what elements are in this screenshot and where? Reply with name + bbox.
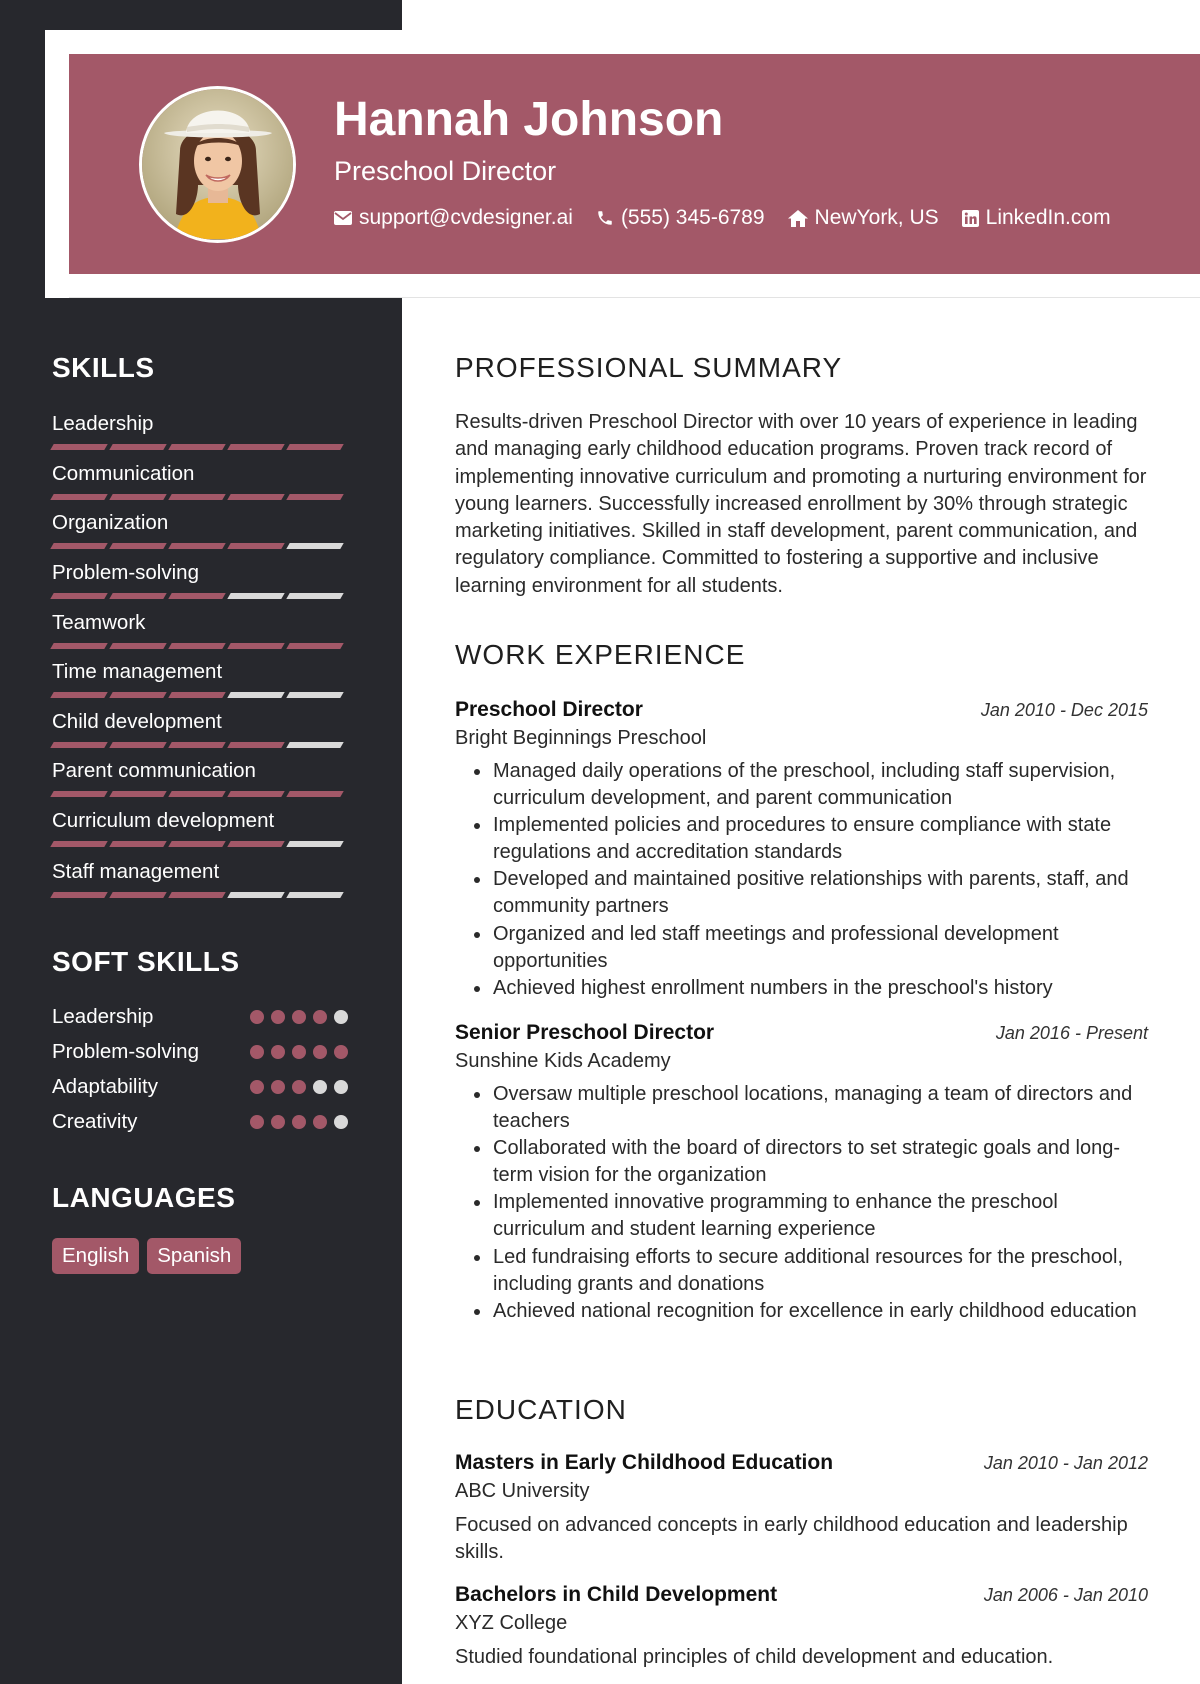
envelope-icon <box>334 211 352 225</box>
skill-rating <box>52 593 348 599</box>
skill-label: Organization <box>52 511 169 534</box>
job-bullet: • Led fundraising efforts to secure additional resources for the preschool, including grants and donations <box>492 1244 1148 1298</box>
skill-rating-segment <box>286 892 343 898</box>
job-dates: Jan 2010 - Dec 2015 <box>980 700 1148 720</box>
skill-rating-segment <box>50 593 107 599</box>
soft-skill-rating <box>243 1115 348 1129</box>
skill-item <box>52 611 348 649</box>
job-title: Preschool Director <box>455 698 643 721</box>
education-description: Focused on advanced concepts in early childhood education and leadership skills. <box>455 1514 1128 1563</box>
experience-heading: WORK EXPERIENCE <box>455 639 746 670</box>
skill-label: Time management <box>52 660 223 683</box>
skill-rating-segment <box>168 841 225 847</box>
education-heading: EDUCATION <box>455 1394 627 1425</box>
skill-label: Child development <box>52 710 222 733</box>
skill-label: Teamwork <box>52 611 146 634</box>
header-divider <box>69 297 1200 298</box>
job-bullets <box>455 758 1148 1002</box>
skill-rating-segment <box>227 841 284 847</box>
job-bullet: • Implemented policies and procedures to ensure compliance with state regulations and accreditation standards <box>492 812 1148 866</box>
home-icon <box>788 210 808 227</box>
skill-rating-segment <box>227 593 284 599</box>
summary-text: Results-driven Preschool Director with over 10 years of experience in leading and managing early childhood education programs. Proven track record of implementing innovative curriculum and promoting a nurturing environment for young learners. Successfully increased enrollment by 30% through strategic marketing initiatives. Skilled in staff development, parent communication, and regulatory compliance. Committed to fostering a supportive and inclusive learning environment for all students. <box>455 411 1147 597</box>
skill-rating-segment <box>227 444 284 450</box>
skill-rating-segment <box>227 791 284 797</box>
soft-skill-rating-dot <box>271 1080 285 1094</box>
contact-location-text: NewYork, US <box>814 206 939 229</box>
skill-rating-segment <box>227 494 284 500</box>
skill-rating-segment <box>50 643 107 649</box>
skill-rating-segment <box>227 692 284 698</box>
education-description: Studied foundational principles of child development and education. <box>455 1646 1054 1668</box>
soft-skill-rating-dot <box>334 1045 348 1059</box>
skill-rating-segment <box>50 841 107 847</box>
education-entry <box>455 1451 1148 1566</box>
skill-item <box>52 710 348 748</box>
skills-heading: SKILLS <box>52 352 155 383</box>
job-bullet: • Managed daily operations of the preschool, including staff supervision, curriculum development, and parent communication <box>492 758 1148 812</box>
skill-rating <box>52 543 348 549</box>
skill-rating-segment <box>168 643 225 649</box>
soft-skill-rating-dot <box>292 1080 306 1094</box>
job-bullet: • Achieved national recognition for excellence in early childhood education <box>492 1298 1148 1325</box>
job-bullet: • Collaborated with the board of directors to set strategic goals and long-term vision for the organization <box>492 1135 1148 1189</box>
skill-rating-segment <box>286 643 343 649</box>
skill-item <box>52 511 348 549</box>
skill-label: Communication <box>52 462 195 485</box>
soft-skills-heading: SOFT SKILLS <box>52 946 240 977</box>
skill-rating-segment <box>286 692 343 698</box>
profile-photo <box>139 86 296 243</box>
summary-heading: PROFESSIONAL SUMMARY <box>455 352 843 383</box>
skill-item <box>52 809 348 847</box>
skill-rating-segment <box>168 692 225 698</box>
skill-rating-segment <box>227 543 284 549</box>
skill-rating-segment <box>109 841 166 847</box>
skill-rating <box>52 692 348 698</box>
skill-rating <box>52 791 348 797</box>
soft-skill-item <box>52 1075 348 1099</box>
experience-entry <box>455 698 1148 1002</box>
skill-rating-segment <box>286 444 343 450</box>
skill-rating-segment <box>109 543 166 549</box>
soft-skill-rating-dot <box>334 1115 348 1129</box>
languages-heading: LANGUAGES <box>52 1182 236 1213</box>
language-list <box>52 1238 249 1274</box>
phone-icon <box>596 209 614 227</box>
soft-skill-rating-dot <box>271 1115 285 1129</box>
soft-skill-label: Creativity <box>52 1110 138 1133</box>
skill-rating-segment <box>109 593 166 599</box>
education-entry <box>455 1583 1148 1671</box>
skill-rating <box>52 892 348 898</box>
skill-rating-segment <box>109 791 166 797</box>
education-dates: Jan 2006 - Jan 2010 <box>983 1585 1148 1605</box>
skill-rating-segment <box>168 543 225 549</box>
skill-rating-segment <box>168 742 225 748</box>
job-bullet: • Organized and led staff meetings and professional development opportunities <box>492 921 1148 975</box>
contact-phone-text: (555) 345-6789 <box>620 206 765 229</box>
skill-rating-segment <box>227 643 284 649</box>
soft-skill-rating-dot <box>292 1045 306 1059</box>
soft-skill-item <box>52 1005 348 1029</box>
skill-item <box>52 660 348 698</box>
degree-title: Bachelors in Child Development <box>455 1583 778 1606</box>
candidate-name: Hannah Johnson <box>334 93 724 146</box>
job-bullet: • Oversaw multiple preschool locations, managing a team of directors and teachers <box>492 1081 1148 1135</box>
soft-skill-label: Adaptability <box>52 1075 158 1098</box>
job-bullet: • Achieved highest enrollment numbers in the preschool's history <box>492 975 1148 1002</box>
skill-rating-segment <box>50 543 107 549</box>
degree-title: Masters in Early Childhood Education <box>455 1451 834 1474</box>
skill-rating-segment <box>109 643 166 649</box>
skill-rating <box>52 494 348 500</box>
soft-skill-rating-dot <box>334 1080 348 1094</box>
soft-skill-label: Leadership <box>52 1005 154 1028</box>
soft-skill-rating-dot <box>313 1080 327 1094</box>
linkedin-icon <box>962 210 979 227</box>
soft-skill-rating <box>243 1045 348 1059</box>
skill-rating <box>52 742 348 748</box>
skill-rating <box>52 841 348 847</box>
experience-entry <box>455 1021 1148 1325</box>
skill-rating-segment <box>50 742 107 748</box>
contact-linkedin-text: LinkedIn.com <box>985 206 1111 229</box>
skill-label: Staff management <box>52 860 220 883</box>
skill-rating-segment <box>286 841 343 847</box>
language-badge: Spanish <box>147 1238 241 1274</box>
skill-rating-segment <box>50 494 107 500</box>
skill-item <box>52 412 348 450</box>
employer-name: Sunshine Kids Academy <box>455 1050 671 1072</box>
contact-location <box>788 206 939 230</box>
soft-skill-rating-dot <box>313 1045 327 1059</box>
job-title: Senior Preschool Director <box>455 1021 715 1044</box>
skill-rating-segment <box>227 892 284 898</box>
skill-rating-segment <box>286 543 343 549</box>
skill-item <box>52 759 348 797</box>
skill-label: Curriculum development <box>52 809 275 832</box>
skill-rating-segment <box>168 494 225 500</box>
skill-rating-segment <box>109 494 166 500</box>
skill-item <box>52 561 348 599</box>
skill-rating-segment <box>286 494 343 500</box>
skill-rating-segment <box>50 791 107 797</box>
school-name: ABC University <box>455 1480 590 1502</box>
soft-skill-rating-dot <box>271 1010 285 1024</box>
soft-skill-rating-dot <box>313 1010 327 1024</box>
skill-rating-segment <box>227 742 284 748</box>
job-bullets <box>455 1081 1148 1325</box>
soft-skill-rating <box>243 1010 348 1024</box>
soft-skill-rating-dot <box>250 1010 264 1024</box>
skill-rating <box>52 444 348 450</box>
skill-rating-segment <box>109 742 166 748</box>
skill-rating-segment <box>109 892 166 898</box>
skill-rating-segment <box>168 791 225 797</box>
school-name: XYZ College <box>455 1612 568 1634</box>
contact-email[interactable] <box>334 206 573 230</box>
skill-rating-segment <box>109 444 166 450</box>
skill-rating-segment <box>109 692 166 698</box>
contact-phone[interactable] <box>596 206 765 230</box>
contact-email-text: support@cvdesigner.ai <box>359 206 573 229</box>
skill-rating-segment <box>286 791 343 797</box>
skill-rating-segment <box>286 593 343 599</box>
skill-rating-segment <box>50 692 107 698</box>
job-bullet: • Implemented innovative programming to enhance the preschool curriculum and student learning experience <box>492 1189 1148 1243</box>
soft-skill-item <box>52 1040 348 1064</box>
job-dates: Jan 2016 - Present <box>995 1023 1148 1043</box>
soft-skill-rating-dot <box>250 1045 264 1059</box>
skill-label: Problem-solving <box>52 561 199 584</box>
job-bullet: • Developed and maintained positive relationships with parents, staff, and community partners <box>492 866 1148 920</box>
skill-rating-segment <box>50 892 107 898</box>
employer-name: Bright Beginnings Preschool <box>455 727 707 749</box>
soft-skill-rating-dot <box>250 1080 264 1094</box>
contact-list <box>334 206 1134 230</box>
soft-skill-item <box>52 1110 348 1134</box>
soft-skill-rating-dot <box>292 1115 306 1129</box>
skill-rating-segment <box>286 742 343 748</box>
skill-rating-segment <box>168 593 225 599</box>
candidate-title: Preschool Director <box>334 156 557 186</box>
soft-skill-label: Problem-solving <box>52 1040 199 1063</box>
skill-rating-segment <box>168 444 225 450</box>
soft-skill-rating-dot <box>271 1045 285 1059</box>
soft-skill-rating <box>243 1080 348 1094</box>
skill-item <box>52 462 348 500</box>
soft-skill-rating-dot <box>334 1010 348 1024</box>
skill-label: Parent communication <box>52 759 256 782</box>
language-badge: English <box>52 1238 139 1274</box>
soft-skill-rating-dot <box>250 1115 264 1129</box>
skill-item <box>52 860 348 898</box>
soft-skill-rating-dot <box>292 1010 306 1024</box>
skill-rating-segment <box>50 444 107 450</box>
soft-skill-rating-dot <box>313 1115 327 1129</box>
skill-rating-segment <box>168 892 225 898</box>
education-dates: Jan 2010 - Jan 2012 <box>983 1453 1148 1473</box>
skill-label: Leadership <box>52 412 154 435</box>
skill-rating <box>52 643 348 649</box>
contact-linkedin[interactable] <box>962 206 1111 230</box>
